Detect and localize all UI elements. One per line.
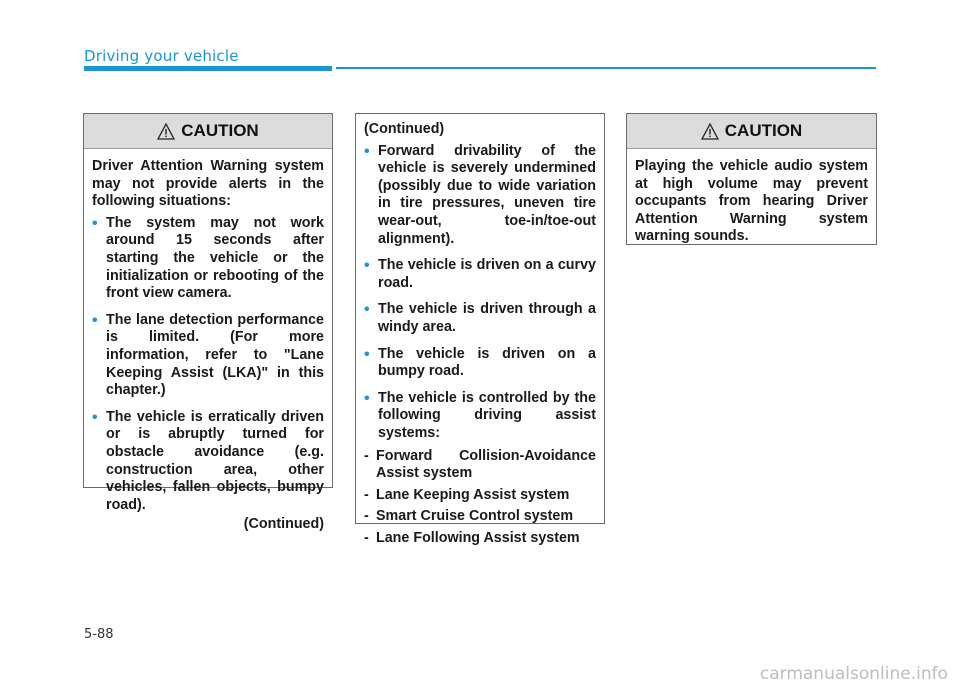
caution-header-left (84, 114, 332, 149)
section-title: Driving your vehicle (84, 47, 239, 65)
list-item: • The vehicle is controlled by the following driving assist systems: (364, 389, 596, 441)
list-item: • The vehicle is erratically driven or is abruptly turned for obstacle avoidance (e.g. construction area, other vehicles, fallen objects, bumpy road). (92, 408, 324, 513)
caution-box-left (83, 113, 333, 533)
bullet-icon: • (364, 345, 370, 363)
list-item: • The vehicle is driven through a windy area. (364, 301, 596, 335)
caution-box-right (626, 113, 877, 245)
section-rule-thick (84, 66, 332, 71)
sub-list-item: - Forward Collision-Avoidance Assist system (364, 447, 596, 482)
list-item: • Forward drivability of the vehicle is severely undermined (possibly due to wide variation in tire pressures, uneven tire wear-out, toe-in/toe-out alignment). (364, 142, 596, 247)
list-item: • The system may not work around 15 seconds after starting the vehicle or the initialization or rebooting of the front view camera. (92, 214, 324, 302)
caution-intro: Driver Attention Warning system may not provide alerts in the following situations: (92, 158, 324, 210)
caution-title-right: CAUTION (724, 121, 803, 140)
list-item: • The lane detection performance is limited. (For more information, refer to "Lane Keeping Assist (LKA)" in this chapter.) (92, 311, 324, 399)
sub-list-item: - Lane Keeping Assist system (364, 486, 570, 503)
bullet-icon: • (364, 389, 370, 407)
watermark: carmanualsonline.info (759, 664, 948, 684)
caution-text: Playing the vehicle audio system at high volume may prevent occupants from hearing Driver Attention Warning system warning sounds. (635, 158, 868, 245)
continued-box (355, 113, 605, 546)
page-number: 5-88 (84, 627, 114, 642)
caution-header-right (627, 114, 876, 149)
bullet-icon: • (364, 142, 370, 160)
sub-list-item: - Lane Following Assist system (364, 529, 580, 546)
bullet-icon: • (364, 301, 370, 319)
continued-label: (Continued) (243, 516, 324, 533)
section-rule-thin (336, 67, 876, 69)
sub-list-item: - Smart Cruise Control system (364, 508, 574, 525)
continued-heading: (Continued) (364, 121, 445, 137)
bullet-icon: • (92, 408, 98, 426)
list-item: • The vehicle is driven on a bumpy road. (364, 345, 596, 380)
bullet-icon: • (92, 311, 98, 329)
bullet-icon: • (364, 257, 370, 275)
bullet-icon: • (92, 214, 98, 232)
list-item: • The vehicle is driven on a curvy road. (364, 257, 596, 291)
warning-triangle-icon (157, 123, 175, 140)
warning-triangle-icon (701, 123, 719, 140)
caution-title-left: CAUTION (181, 121, 259, 140)
